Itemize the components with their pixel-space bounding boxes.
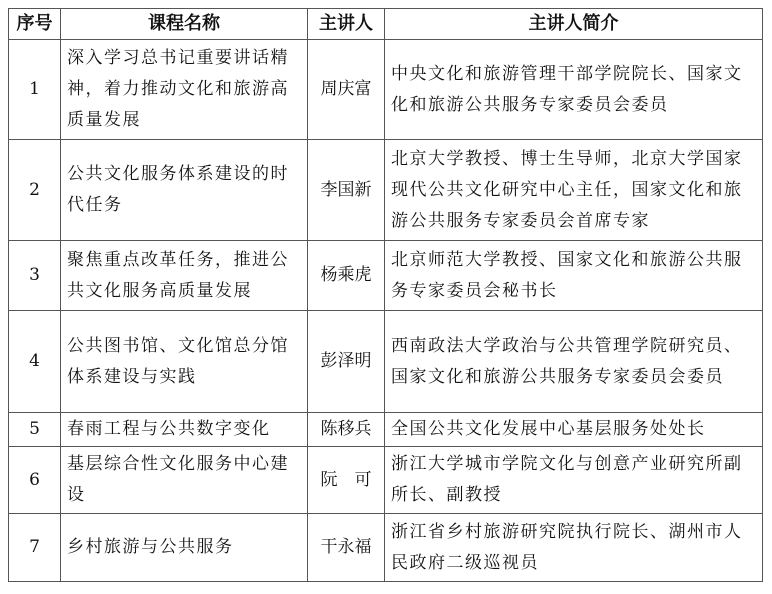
row-course: 公共图书馆、文化馆总分馆体系建设与实践 [61,311,308,413]
row-speaker: 彭泽明 [308,311,385,413]
row-intro: 北京师范大学教授、国家文化和旅游公共服务专家委员会秘书长 [385,241,763,311]
row-speaker: 陈移兵 [308,413,385,447]
header-num: 序号 [9,9,61,40]
row-speaker: 阮 可 [308,447,385,514]
row-course: 公共文化服务体系建设的时代任务 [61,140,308,241]
table-row [9,241,763,311]
table-header-row [9,9,763,40]
row-course: 聚焦重点改革任务，推进公共文化服务高质量发展 [61,241,308,311]
row-intro: 中央文化和旅游管理干部学院院长、国家文化和旅游公共服务专家委员会委员 [385,40,763,140]
table-row [9,311,763,413]
table-row [9,140,763,241]
row-speaker: 杨乘虎 [308,241,385,311]
row-speaker: 李国新 [308,140,385,241]
row-intro: 北京大学教授、博士生导师，北京大学国家现代公共文化研究中心主任，国家文化和旅游公共服务专家委员会首席专家 [385,140,763,241]
row-speaker: 干永福 [308,514,385,582]
header-course: 课程名称 [61,9,308,40]
row-course: 乡村旅游与公共服务 [61,514,308,582]
row-course: 春雨工程与公共数字变化 [61,413,308,447]
header-speaker: 主讲人 [308,9,385,40]
row-num: 1 [9,40,61,140]
table-row [9,447,763,514]
row-intro: 西南政法大学政治与公共管理学院研究员、国家文化和旅游公共服务专家委员会委员 [385,311,763,413]
row-num: 2 [9,140,61,241]
row-num: 7 [9,514,61,582]
course-schedule-table [8,8,763,582]
row-num: 5 [9,413,61,447]
row-num: 4 [9,311,61,413]
row-speaker: 周庆富 [308,40,385,140]
row-intro: 浙江大学城市学院文化与创意产业研究所副所长、副教授 [385,447,763,514]
row-num: 6 [9,447,61,514]
row-num: 3 [9,241,61,311]
table-row [9,40,763,140]
row-intro: 全国公共文化发展中心基层服务处处长 [385,413,763,447]
row-intro: 浙江省乡村旅游研究院执行院长、湖州市人民政府二级巡视员 [385,514,763,582]
row-course: 基层综合性文化服务中心建设 [61,447,308,514]
header-intro: 主讲人简介 [385,9,763,40]
row-course: 深入学习总书记重要讲话精神，着力推动文化和旅游高质量发展 [61,40,308,140]
table-row [9,514,763,582]
table-row [9,413,763,447]
